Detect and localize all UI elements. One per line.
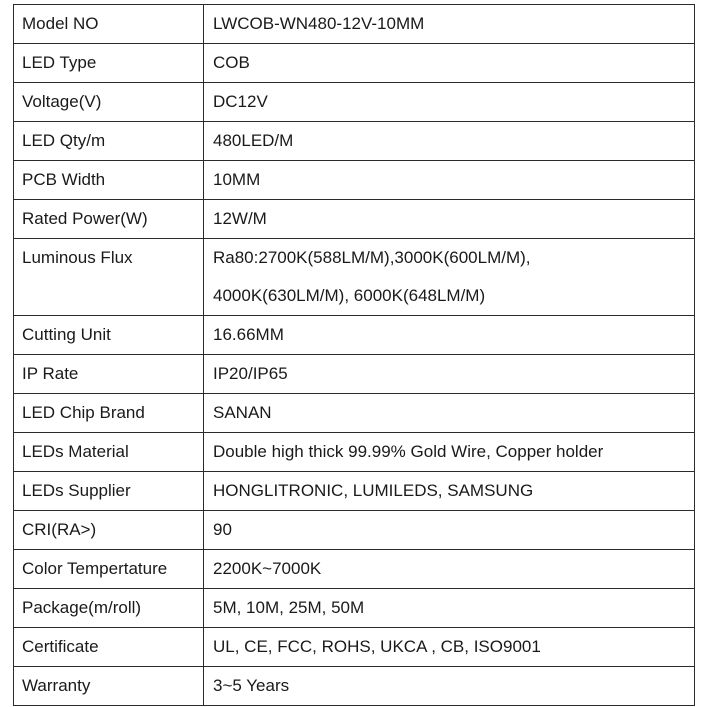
spec-value: 12W/M <box>204 200 695 239</box>
spec-value-line: 4000K(630LM/M), 6000K(648LM/M) <box>213 286 486 305</box>
spec-label: Certificate <box>14 628 204 667</box>
spec-label: Package(m/roll) <box>14 589 204 628</box>
spec-value: LWCOB-WN480-12V-10MM <box>204 5 695 44</box>
spec-value: 3~5 Years <box>204 667 695 706</box>
spec-row-cutting-unit <box>14 316 695 355</box>
spec-row-led-qty <box>14 122 695 161</box>
spec-label: PCB Width <box>14 161 204 200</box>
spec-value: 480LED/M <box>204 122 695 161</box>
spec-value-line: Ra80:2700K(588LM/M),3000K(600LM/M), <box>213 248 531 267</box>
spec-row-certificate <box>14 628 695 667</box>
spec-row-luminous-flux <box>14 239 695 316</box>
spec-row-led-type <box>14 44 695 83</box>
spec-label: Rated Power(W) <box>14 200 204 239</box>
spec-value <box>204 239 695 316</box>
spec-value: 90 <box>204 511 695 550</box>
spec-row-cri <box>14 511 695 550</box>
spec-row-warranty <box>14 667 695 706</box>
spec-value: COB <box>204 44 695 83</box>
spec-row-leds-supplier <box>14 472 695 511</box>
spec-value: 2200K~7000K <box>204 550 695 589</box>
spec-label: LED Chip Brand <box>14 394 204 433</box>
spec-label: LEDs Material <box>14 433 204 472</box>
spec-label: CRI(RA>) <box>14 511 204 550</box>
spec-row-voltage <box>14 83 695 122</box>
spec-row-ip-rate <box>14 355 695 394</box>
spec-label: Cutting Unit <box>14 316 204 355</box>
spec-value: IP20/IP65 <box>204 355 695 394</box>
spec-row-leds-material <box>14 433 695 472</box>
spec-label: LED Qty/m <box>14 122 204 161</box>
spec-value: 10MM <box>204 161 695 200</box>
spec-value: DC12V <box>204 83 695 122</box>
spec-label: Warranty <box>14 667 204 706</box>
spec-label: Voltage(V) <box>14 83 204 122</box>
spec-label: Color Tempertature <box>14 550 204 589</box>
spec-label: Model NO <box>14 5 204 44</box>
spec-row-package <box>14 589 695 628</box>
spec-value: UL, CE, FCC, ROHS, UKCA , CB, ISO9001 <box>204 628 695 667</box>
spec-label: IP Rate <box>14 355 204 394</box>
spec-value: 5M, 10M, 25M, 50M <box>204 589 695 628</box>
spec-row-rated-power <box>14 200 695 239</box>
spec-row-led-chip-brand <box>14 394 695 433</box>
spec-table <box>13 4 695 706</box>
spec-row-color-temperature <box>14 550 695 589</box>
spec-label: LED Type <box>14 44 204 83</box>
spec-row-model-no <box>14 5 695 44</box>
spec-value: SANAN <box>204 394 695 433</box>
spec-label: Luminous Flux <box>14 239 204 316</box>
spec-value: 16.66MM <box>204 316 695 355</box>
spec-value: Double high thick 99.99% Gold Wire, Copper holder <box>204 433 695 472</box>
spec-value: HONGLITRONIC, LUMILEDS, SAMSUNG <box>204 472 695 511</box>
spec-label: LEDs Supplier <box>14 472 204 511</box>
spec-row-pcb-width <box>14 161 695 200</box>
